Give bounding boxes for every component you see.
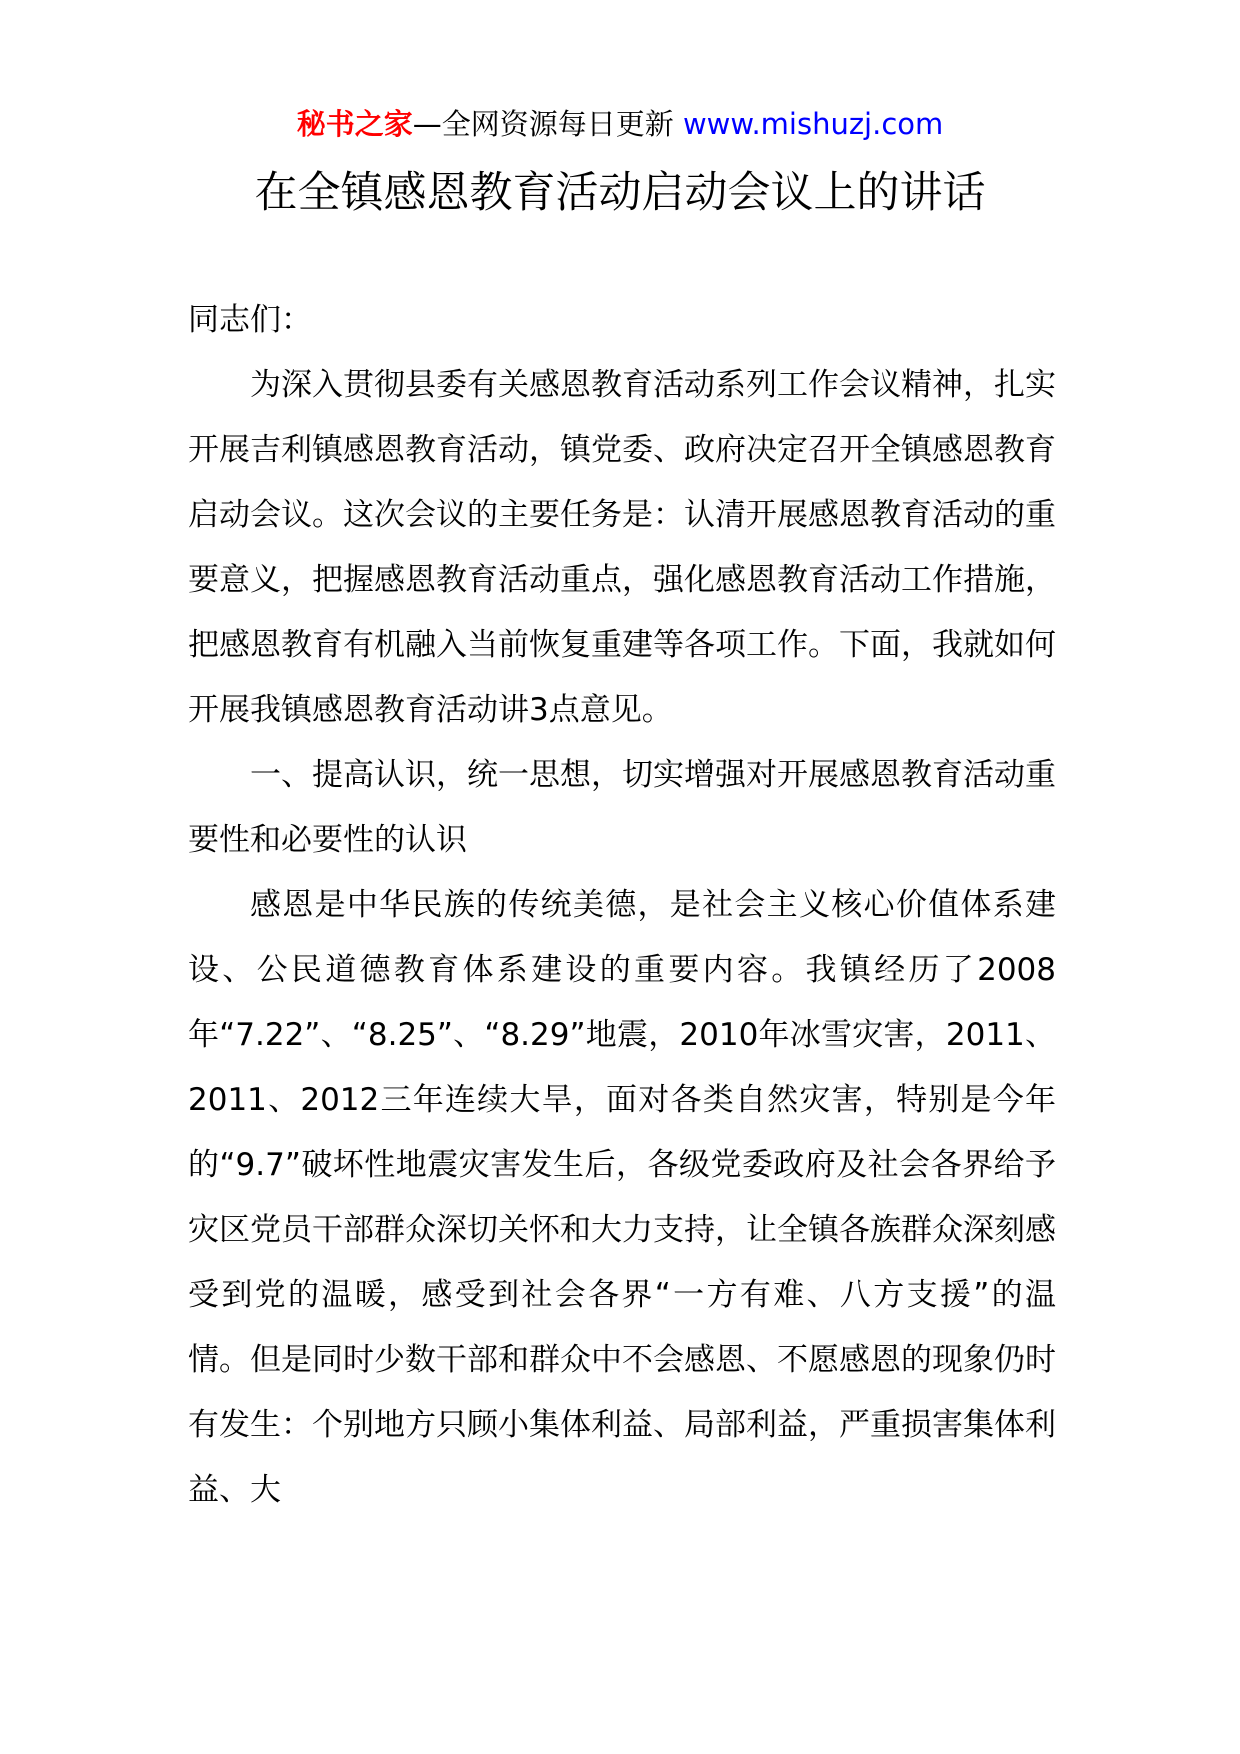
body-paragraph: 感恩是中华民族的传统美德，是社会主义核心价值体系建设、公民道德教育体系建设的重要内容。我镇经历了2008年“7.22”、“8.25”、“8.29”地震，2010年冰雪灾害，2011、2011、2012三年连续大旱，面对各类自然灾害，特别是今年的“9.7”破坏性地震灾害发生后，各级党委政府及社会各界给予灾区党员干部群众深切关怀和大力支持，让全镇各族群众深刻感受到党的温暖，感受到社会各界“一方有难、八方支援”的温情。但是同时少数干部和群众中不会感恩、不愿感恩的现象仍时有发生：个别地方只顾小集体利益、局部利益，严重损害集体利益、大 — [188, 887, 1056, 1508]
body-paragraph: 为深入贯彻县委有关感恩教育活动系列工作会议精神，扎实开展吉利镇感恩教育活动，镇党委、政府决定召开全镇感恩教育启动会议。这次会议的主要任务是：认清开展感恩教育活动的重要意义，把握感恩教育活动重点，强化感恩教育活动工作措施，把感恩教育有机融入当前恢复重建等各项工作。下面，我就如何开展我镇感恩教育活动讲3点意见。 — [188, 367, 1056, 728]
header-tagline: —全网资源每日更新 — [412, 107, 683, 141]
document-body — [188, 288, 1056, 1523]
document-title: 在全镇感恩教育活动启动会议上的讲话 — [254, 168, 986, 218]
brand-name: 秘书之家 — [296, 107, 413, 141]
salutation: 同志们： — [188, 302, 312, 338]
site-url-link[interactable]: www.mishuzj.com — [682, 107, 944, 141]
section-heading: 一、提高认识，统一思想，切实增强对开展感恩教育活动重要性和必要性的认识 — [188, 757, 1056, 858]
site-header — [0, 102, 1240, 146]
